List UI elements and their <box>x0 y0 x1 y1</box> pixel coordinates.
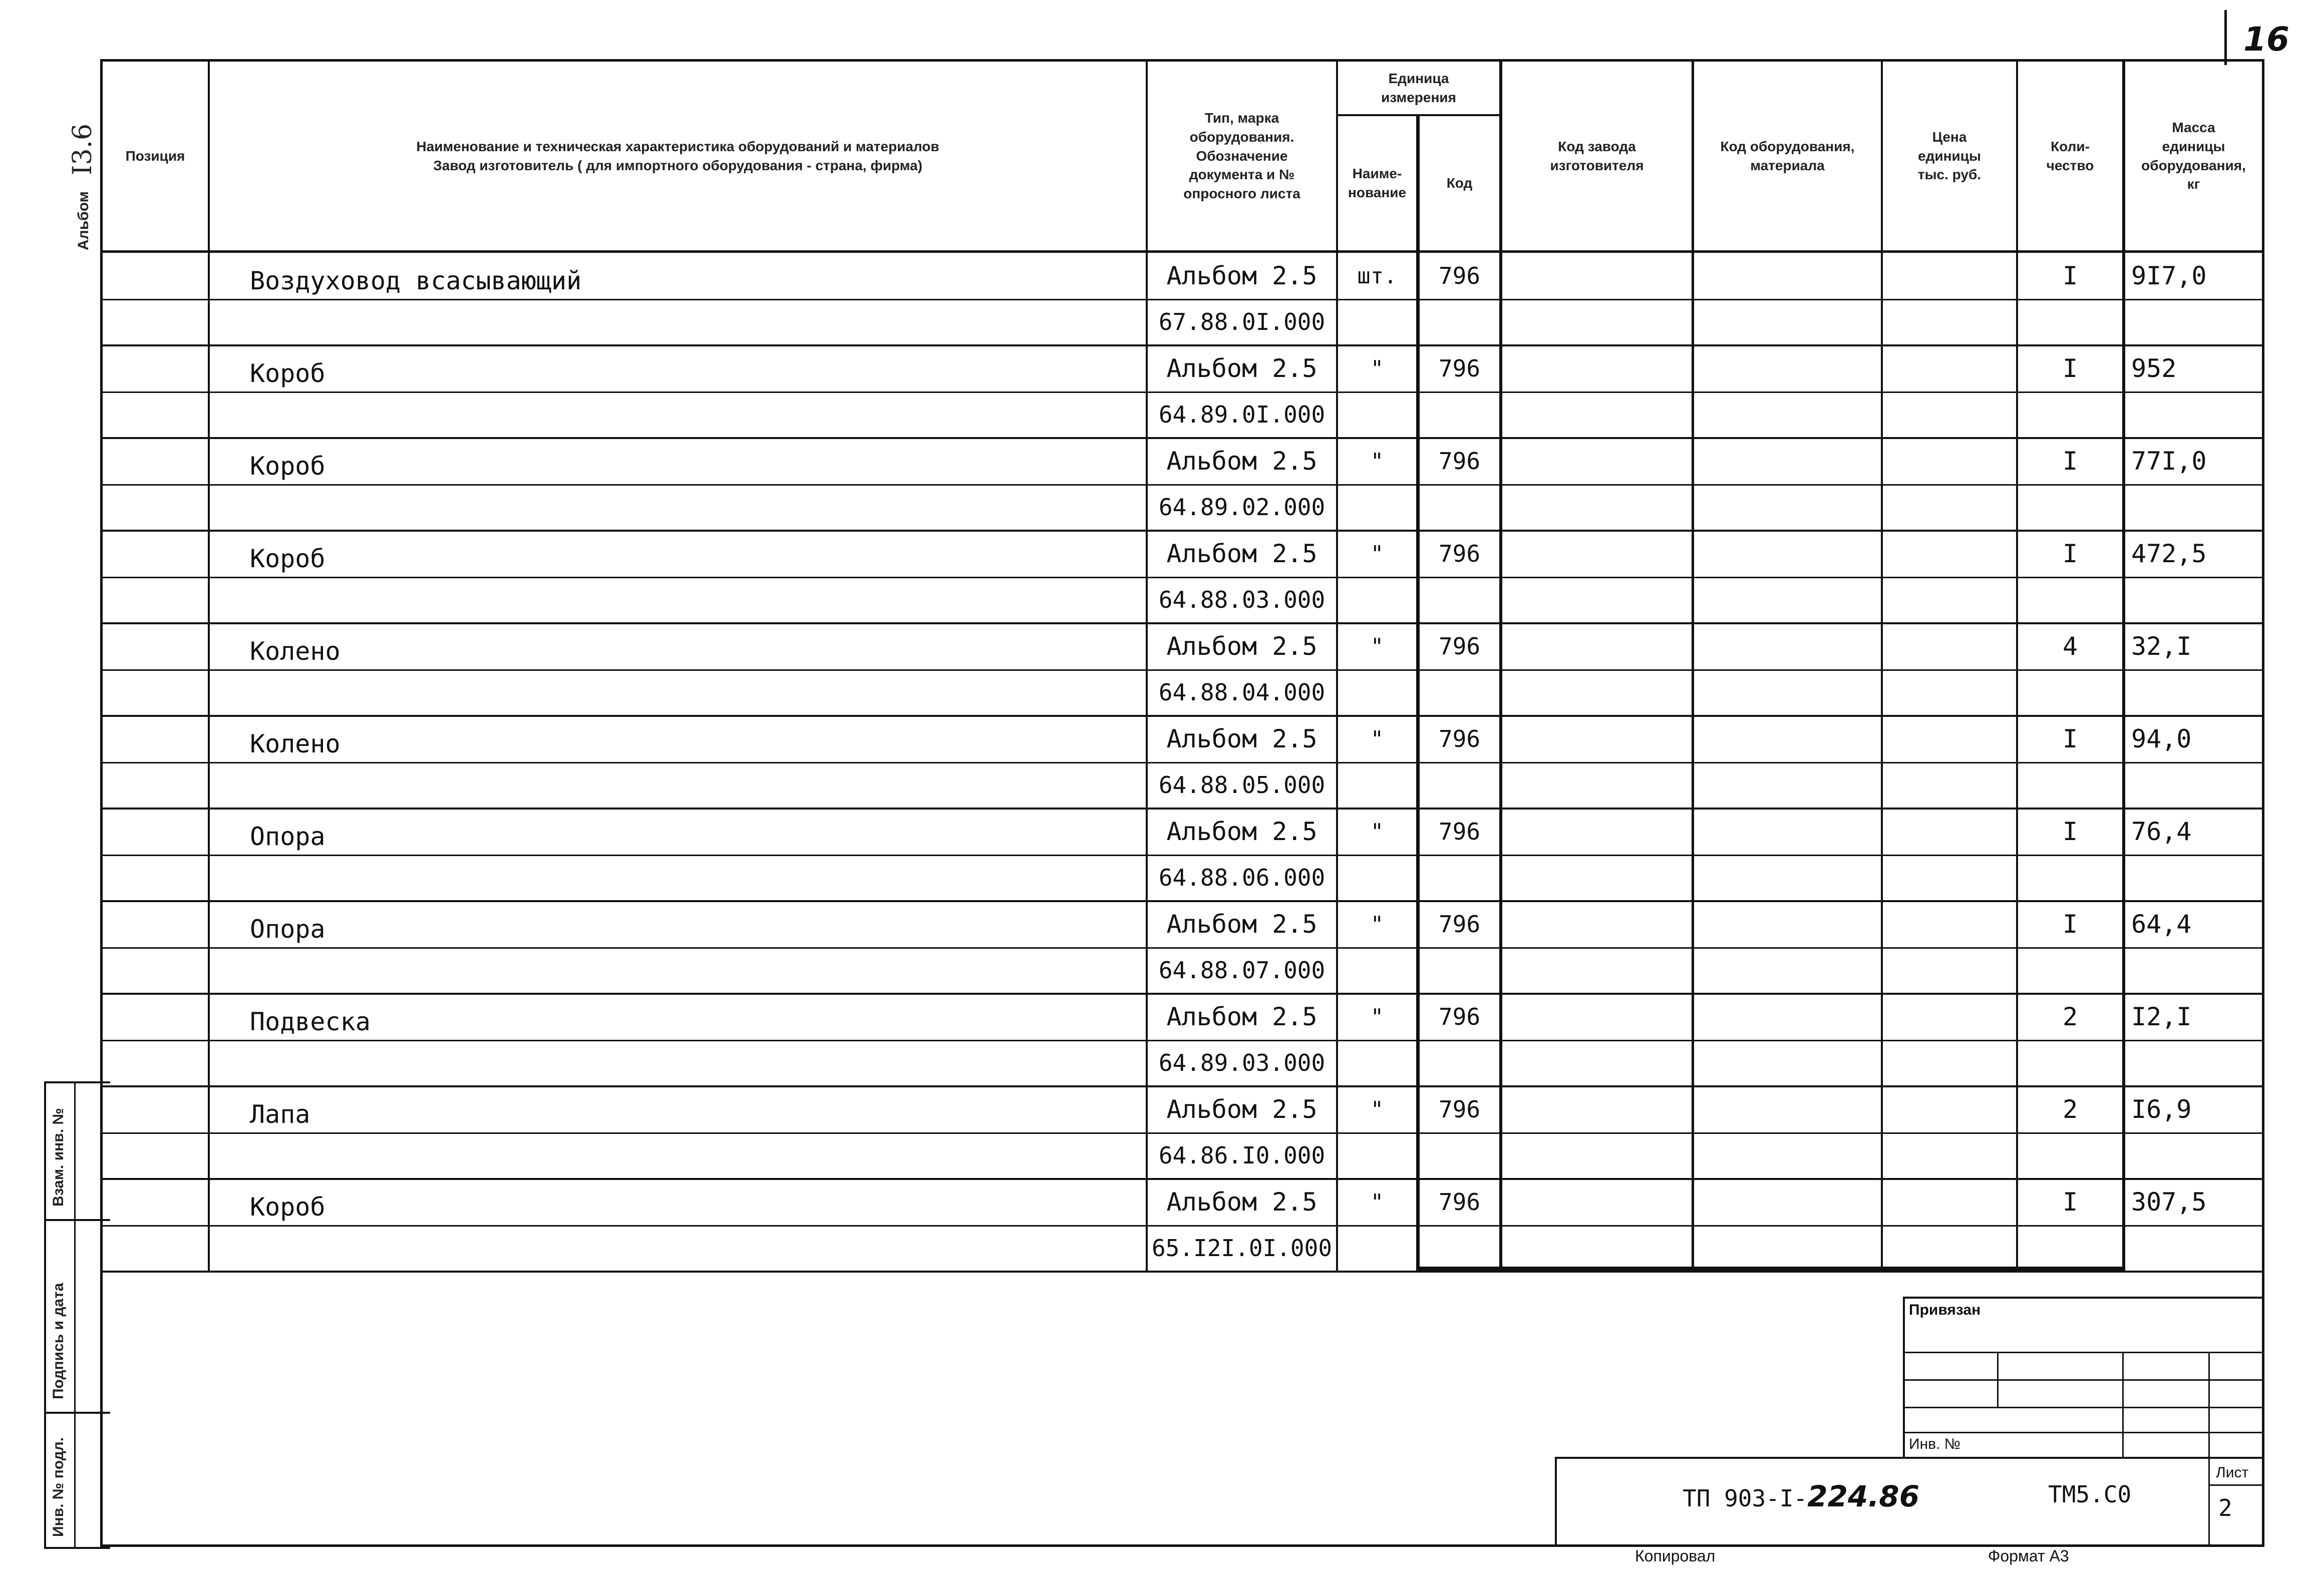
cell-mass: 94,0 <box>2131 724 2192 753</box>
cell-type: Альбом 2.5 <box>1166 1002 1317 1031</box>
cell-mass: 32,I <box>2131 632 2192 661</box>
cell-mass: 307,5 <box>2131 1187 2207 1217</box>
cell-type: Альбом 2.5 <box>1166 817 1317 846</box>
cell-name: Подвеска <box>250 1007 371 1036</box>
cell-name: Опора <box>250 822 325 851</box>
stamp-sheet-label: Лист <box>2216 1464 2249 1481</box>
album-number: I3.6 <box>68 123 98 175</box>
header-mass: Масса единицы оборудования, кг <box>2141 119 2246 192</box>
cell-unit: " <box>1370 355 1384 381</box>
cell-qty: 4 <box>2062 632 2078 661</box>
album-label: Альбом <box>75 191 92 250</box>
cell-type: Альбом 2.5 <box>1166 632 1317 661</box>
cell-unit: " <box>1370 726 1384 752</box>
cell-type: Альбом 2.5 <box>1166 1187 1317 1217</box>
cell-doc: 64.89.0I.000 <box>1158 401 1326 428</box>
cell-mass: 64,4 <box>2131 910 2192 939</box>
page-number: 16 <box>2243 20 2289 59</box>
cell-doc: 65.I2I.0I.000 <box>1151 1235 1333 1262</box>
stamp-sheet-number: 2 <box>2218 1494 2232 1521</box>
cell-doc: 67.88.0I.000 <box>1158 308 1326 335</box>
cell-name: Короб <box>250 544 325 573</box>
cell-qty: 2 <box>2062 1002 2078 1031</box>
cell-code: 796 <box>1438 540 1481 567</box>
stamp-doc-code: ТМ5.С0 <box>2048 1481 2132 1508</box>
stamp-doc-prefix: ТП 903-I- <box>1683 1485 1808 1512</box>
cell-name: Короб <box>250 1192 325 1222</box>
cell-doc: 64.88.03.000 <box>1158 586 1326 613</box>
header-name: Наименование и техническая характеристика оборудований и материалов Завод изготовитель ( для импортного оборудования - страна, фирма) <box>416 138 939 173</box>
cell-mass: 76,4 <box>2131 817 2192 846</box>
cell-unit: " <box>1370 1189 1384 1215</box>
cell-doc: 64.88.04.000 <box>1158 679 1326 706</box>
cell-qty: I <box>2062 910 2078 939</box>
cell-qty: I <box>2062 1187 2078 1217</box>
cell-code: 796 <box>1438 1003 1481 1030</box>
cell-type: Альбом 2.5 <box>1166 447 1317 476</box>
cell-unit: шт. <box>1357 263 1397 289</box>
cell-name: Опора <box>250 915 325 944</box>
cell-qty: I <box>2062 724 2078 753</box>
cell-name: Лапа <box>250 1100 310 1129</box>
cell-type: Альбом 2.5 <box>1166 354 1317 383</box>
cell-mass: I6,9 <box>2131 1095 2192 1124</box>
cell-unit: " <box>1370 541 1384 567</box>
header-price: Цена единицы тыс. руб. <box>1917 129 1982 183</box>
cell-name: Воздуховод всасывающий <box>250 266 582 295</box>
cell-code: 796 <box>1438 1188 1481 1216</box>
cell-unit: " <box>1370 1004 1384 1030</box>
stamp-format: Формат А3 <box>1988 1547 2069 1565</box>
header-position: Позиция <box>125 148 185 164</box>
cell-doc: 64.86.I0.000 <box>1158 1142 1326 1169</box>
cell-unit: " <box>1370 448 1384 474</box>
cell-type: Альбом 2.5 <box>1166 910 1317 939</box>
cell-unit: " <box>1370 911 1384 937</box>
cell-mass: 952 <box>2131 354 2177 383</box>
cell-name: Колено <box>250 637 341 666</box>
cell-qty: I <box>2062 447 2078 476</box>
cell-type: Альбом 2.5 <box>1166 261 1317 290</box>
stamp-doc-designation <box>1683 1479 1919 1513</box>
cell-qty: I <box>2062 817 2078 846</box>
cell-code: 796 <box>1438 448 1481 475</box>
cell-code: 796 <box>1438 355 1481 382</box>
cell-mass: 9I7,0 <box>2131 261 2207 290</box>
header-unit-name: Наиме- нование <box>1348 166 1407 200</box>
cell-code: 796 <box>1438 911 1481 938</box>
cell-unit: " <box>1370 633 1384 659</box>
stamp-replace-inv: Взам. инв. № <box>50 1108 67 1207</box>
cell-name: Короб <box>250 452 325 481</box>
cell-mass: 77I,0 <box>2131 447 2207 476</box>
cell-code: 796 <box>1438 1096 1481 1123</box>
header-unit-group: Единица измерения <box>1381 70 1456 105</box>
cell-mass: I2,I <box>2131 1002 2192 1031</box>
cell-code: 796 <box>1438 725 1481 752</box>
cell-code: 796 <box>1438 818 1481 845</box>
header-quantity: Коли- чество <box>2046 138 2094 173</box>
header-factory-code: Код завода изготовителя <box>1550 138 1644 173</box>
cell-doc: 64.89.02.000 <box>1158 494 1326 521</box>
stamp-doc-number: 224.86 <box>1807 1479 1920 1513</box>
cell-doc: 64.88.07.000 <box>1158 957 1326 984</box>
cell-unit: " <box>1370 1096 1384 1122</box>
row-divider <box>103 1271 2262 1273</box>
stamp-copied: Копировал <box>1635 1547 1716 1565</box>
cell-qty: I <box>2062 354 2078 383</box>
header-unit-code: Код <box>1446 175 1473 191</box>
cell-mass: 472,5 <box>2131 539 2207 568</box>
stamp-inv-no: Инв. № <box>1909 1436 1960 1452</box>
cell-doc: 64.88.05.000 <box>1158 771 1326 799</box>
cell-code: 796 <box>1438 633 1481 660</box>
cell-doc: 64.89.03.000 <box>1158 1049 1326 1076</box>
header-type: Тип, марка оборудования. Обозначение документа и № опросного листа <box>1183 110 1300 202</box>
cell-qty: I <box>2062 261 2078 290</box>
cell-type: Альбом 2.5 <box>1166 539 1317 568</box>
cell-qty: 2 <box>2062 1095 2078 1124</box>
cell-name: Короб <box>250 359 325 388</box>
cell-code: 796 <box>1438 262 1481 289</box>
stamp-inv-orig: Инв. № подл. <box>50 1437 67 1537</box>
cell-type: Альбом 2.5 <box>1166 724 1317 753</box>
cell-doc: 64.88.06.000 <box>1158 864 1326 891</box>
cell-qty: I <box>2062 539 2078 568</box>
cell-type: Альбом 2.5 <box>1166 1095 1317 1124</box>
header-equipment-code: Код оборудования, материала <box>1720 138 1855 173</box>
stamp-signature-date: Подпись и дата <box>50 1283 67 1399</box>
cell-name: Колено <box>250 729 341 758</box>
cell-unit: " <box>1370 819 1384 845</box>
stamp-attached: Привязан <box>1909 1302 1981 1318</box>
